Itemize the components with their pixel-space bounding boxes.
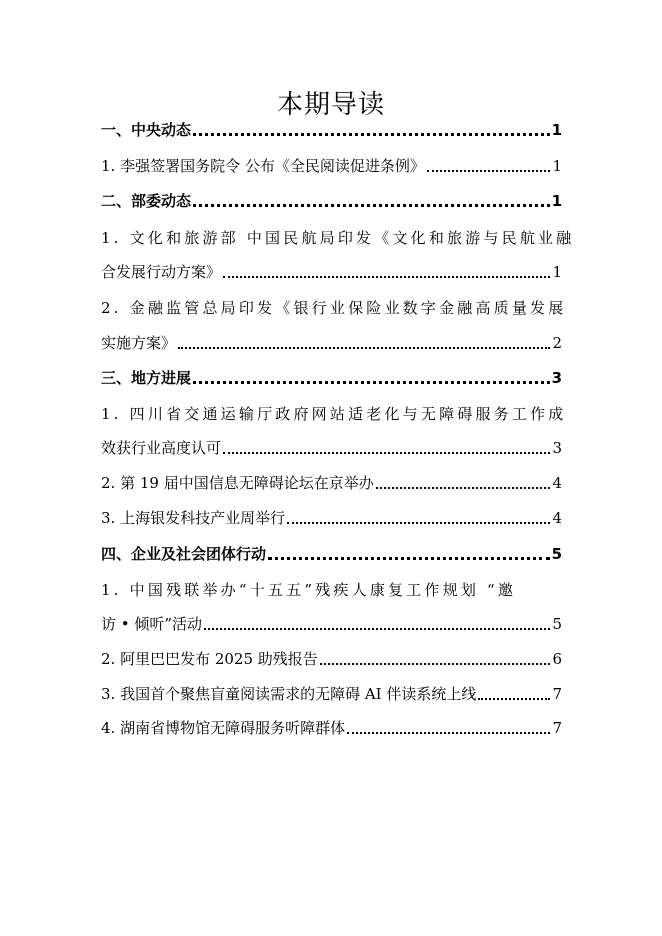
toc-entry-text: 2. 阿里巴巴发布 2025 助残报告 <box>101 650 318 668</box>
dot-leader <box>347 724 550 734</box>
toc-page-number: 5 <box>552 615 562 633</box>
toc-entry-text: 1. 四川省交通运输厅政府网站适老化与无障碍服务工作成 <box>101 405 567 423</box>
dot-leader <box>287 514 550 524</box>
dot-leader <box>223 444 550 454</box>
toc-entry-text: 2. 第 19 届中国信息无障碍论坛在京举办 <box>101 474 374 492</box>
toc-entry-text: 实施方案》 <box>101 334 177 352</box>
toc-page-number: 7 <box>552 719 562 737</box>
dot-leader <box>427 162 551 172</box>
toc-page-number: 1 <box>552 263 562 281</box>
dot-leader <box>320 655 551 665</box>
toc-entry[interactable] <box>101 643 562 669</box>
toc-entry-text: 三、地方进展 <box>101 369 192 387</box>
toc-page-number: 3 <box>552 439 562 457</box>
toc-page-number: 5 <box>551 545 562 563</box>
toc-entry[interactable] <box>101 678 562 704</box>
toc-entry-text: 1. 文化和旅游部 中国民航局印发《文化和旅游与民航业融 <box>101 229 575 247</box>
toc-entry-line2[interactable] <box>101 432 562 458</box>
toc-page-number: 4 <box>552 509 562 527</box>
toc-entry-text: 访 • 倾听”活动 <box>101 615 203 633</box>
dot-leader <box>376 479 551 489</box>
toc-entry-text: 2. 金融监管总局印发《银行业保险业数字金融高质量发展 <box>101 299 567 317</box>
toc-entry-line1[interactable] <box>101 574 562 600</box>
dot-leader <box>223 268 550 278</box>
page-title: 本期导读 <box>276 90 385 120</box>
toc-entry-text: 1. 李强签署国务院令 公布《全民阅读促进条例》 <box>101 157 425 175</box>
toc-section-enterprise[interactable] <box>101 538 562 564</box>
toc-entry[interactable] <box>101 150 562 176</box>
dot-leader <box>478 690 550 700</box>
toc-entry-text: 3. 上海银发科技产业周举行 <box>101 509 286 527</box>
toc-entry[interactable] <box>101 502 562 528</box>
toc-section-central[interactable] <box>101 114 562 140</box>
dot-leader <box>178 339 550 349</box>
toc-entry-line1[interactable] <box>101 292 567 318</box>
toc-entry[interactable] <box>101 712 562 738</box>
toc-entry-line1[interactable] <box>101 398 567 424</box>
toc-entry-text: 1. 中国残联举办“十五五”残疾人康复工作规划 “邀 <box>101 581 517 599</box>
dot-leader <box>193 125 550 136</box>
toc-page-number: 1 <box>551 121 562 139</box>
toc-page-number: 7 <box>552 685 562 703</box>
toc-entry-text: 效获行业高度认可 <box>101 439 222 457</box>
toc-entry[interactable] <box>101 467 562 493</box>
toc-entry-line2[interactable] <box>101 256 562 282</box>
toc-page-number: 4 <box>552 474 562 492</box>
toc-page-number: 3 <box>551 369 562 387</box>
toc-entry-text: 一、中央动态 <box>101 121 192 139</box>
toc-section-local[interactable] <box>101 362 562 388</box>
dot-leader <box>204 620 550 630</box>
toc-entry-line1[interactable] <box>101 222 575 248</box>
toc-entry-line2[interactable] <box>101 608 562 634</box>
toc-entry-text: 3. 我国首个聚焦盲童阅读需求的无障碍 AI 伴读系统上线 <box>101 685 477 703</box>
toc-page-number: 2 <box>552 334 562 352</box>
toc-page-number: 1 <box>552 157 562 175</box>
dot-leader <box>193 373 550 384</box>
dot-leader <box>193 196 550 207</box>
toc-entry-line2[interactable] <box>101 327 562 353</box>
dot-leader <box>268 549 550 560</box>
toc-entry-text: 4. 湖南省博物馆无障碍服务听障群体 <box>101 719 346 737</box>
toc-entry-text: 二、部委动态 <box>101 192 192 210</box>
toc-section-ministries[interactable] <box>101 185 562 211</box>
toc-page-number: 6 <box>552 650 562 668</box>
toc-page-number: 1 <box>551 192 562 210</box>
toc-entry-text: 合发展行动方案》 <box>101 263 222 281</box>
toc-entry-text: 四、企业及社会团体行动 <box>101 545 267 563</box>
